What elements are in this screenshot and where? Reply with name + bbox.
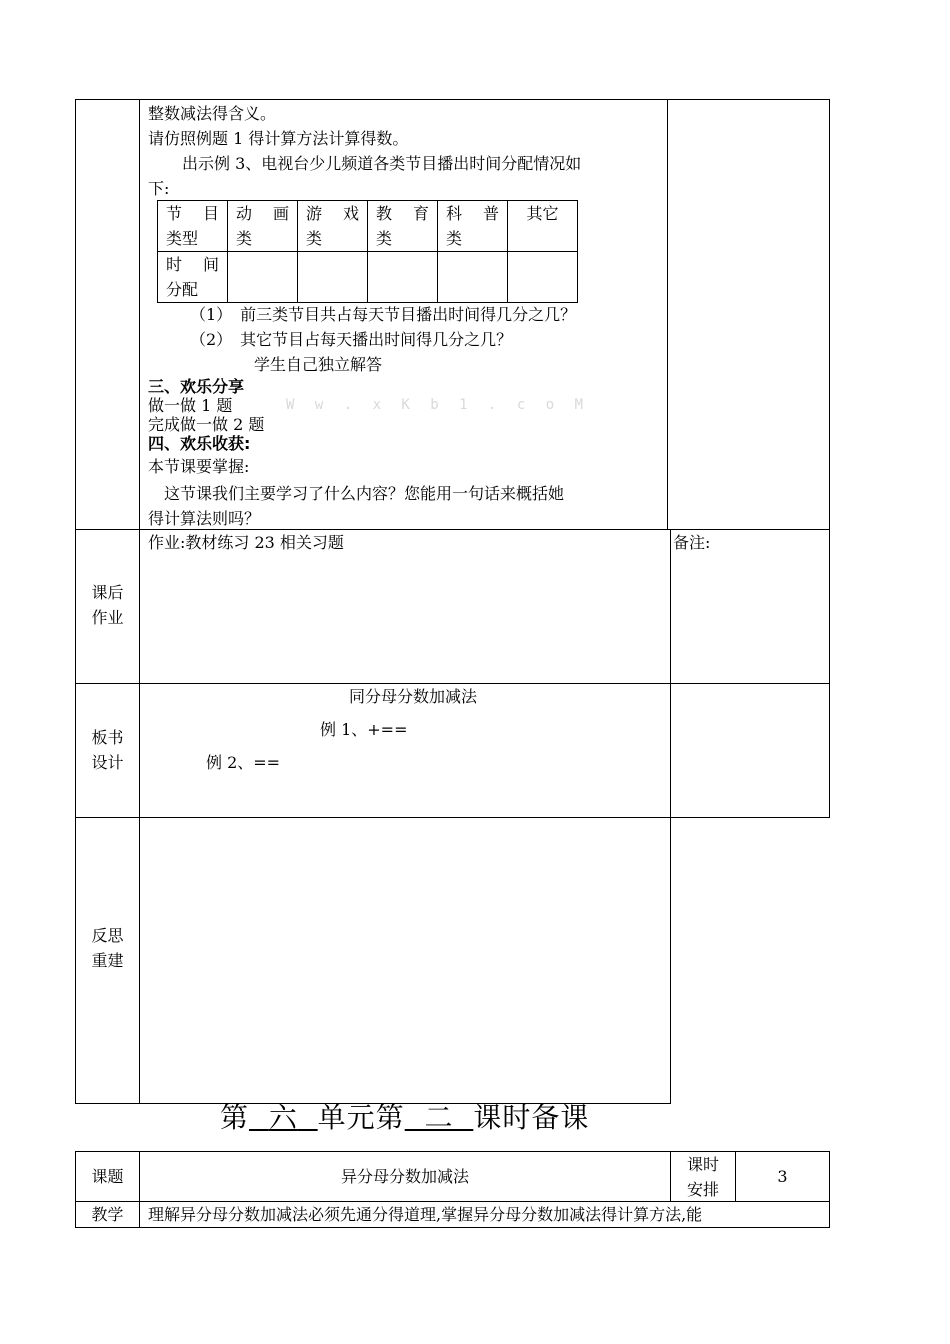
table-cell: 科 普 类 xyxy=(438,201,508,252)
watermark: W w . x K b 1 . c o M xyxy=(286,397,590,413)
section3-title: 三、欢乐分享 xyxy=(148,377,245,396)
remark-label: 备注: xyxy=(673,533,711,552)
next-lesson-title: 第 六 单元第 二 课时备课 xyxy=(220,1101,590,1134)
table-cell: 动 画 类 xyxy=(228,201,298,252)
board-title: 同分母分数加减法 xyxy=(349,687,478,706)
table-cell xyxy=(298,252,368,303)
reflection-label: 反思 重建 xyxy=(91,926,124,970)
next-table-row2 xyxy=(75,1227,830,1228)
self-solve-text: 学生自己独立解答 xyxy=(254,355,383,374)
body-line-3: 出示例 3、电视台少儿频道各类节目播出时间分配情况如 xyxy=(182,154,582,173)
table-cell xyxy=(508,252,578,303)
section3-item-2: 完成做一做 2 题 xyxy=(148,415,265,434)
table-cell: 时 间 分配 xyxy=(158,252,228,303)
time-allocation-table xyxy=(157,200,578,303)
homework-label: 课后 作业 xyxy=(91,583,124,627)
hours-label: 课时 安排 xyxy=(686,1155,719,1199)
table-cell xyxy=(228,252,298,303)
table-border-col1 xyxy=(139,99,140,1103)
section3-item-1: 做一做 1 题 xyxy=(148,396,233,415)
section4-text-2: 得计算法则吗？ xyxy=(148,509,261,528)
table-cell xyxy=(368,252,438,303)
table-border-col2b xyxy=(670,529,671,1103)
table-cell xyxy=(438,252,508,303)
next-table-right xyxy=(829,1151,830,1228)
goal-label: 教学 xyxy=(91,1205,124,1224)
table-cell: 其它 xyxy=(508,201,578,252)
next-table-col1 xyxy=(139,1151,140,1228)
table-cell: 节 目 类型 xyxy=(158,201,228,252)
section4-title: 四、欢乐收获: xyxy=(148,434,251,453)
hours-value: 3 xyxy=(777,1167,788,1186)
table-row xyxy=(158,252,578,303)
table-cell: 游 戏 类 xyxy=(298,201,368,252)
question-1: （1） 前三类节目共占每天节目播出时间得几分之几？ xyxy=(190,305,577,324)
table-cell: 教 育 类 xyxy=(368,201,438,252)
table-border-top xyxy=(75,99,830,100)
body-line-1: 整数减法得含义。 xyxy=(148,104,277,123)
table-border-col2 xyxy=(667,99,668,529)
goal-text: 理解异分母分数加减法必须先通分得道理,掌握异分母分数加减法得计算方法,能 xyxy=(148,1205,703,1224)
board-example-1: 例 1、+== xyxy=(320,720,408,739)
body-line-2: 请仿照例题 1 得计算方法计算得数。 xyxy=(148,129,409,148)
board-example-2: 例 2、== xyxy=(206,753,281,772)
question-2: （2） 其它节目占每天播出时间得几分之几？ xyxy=(190,330,513,349)
body-line-4: 下: xyxy=(148,179,170,198)
table-border-right xyxy=(829,99,830,817)
topic-value: 异分母分数加减法 xyxy=(340,1167,469,1186)
table-border-row3 xyxy=(75,817,830,818)
topic-label: 课题 xyxy=(91,1167,124,1186)
board-label: 板书 设计 xyxy=(91,728,124,772)
section4-text-1: 这节课我们主要学习了什么内容？您能用一句话来概括她 xyxy=(164,484,565,503)
section4-intro: 本节课要掌握: xyxy=(148,457,250,476)
table-row xyxy=(158,201,578,252)
homework-content: 作业:教材练习 23 相关习题 xyxy=(148,533,344,552)
